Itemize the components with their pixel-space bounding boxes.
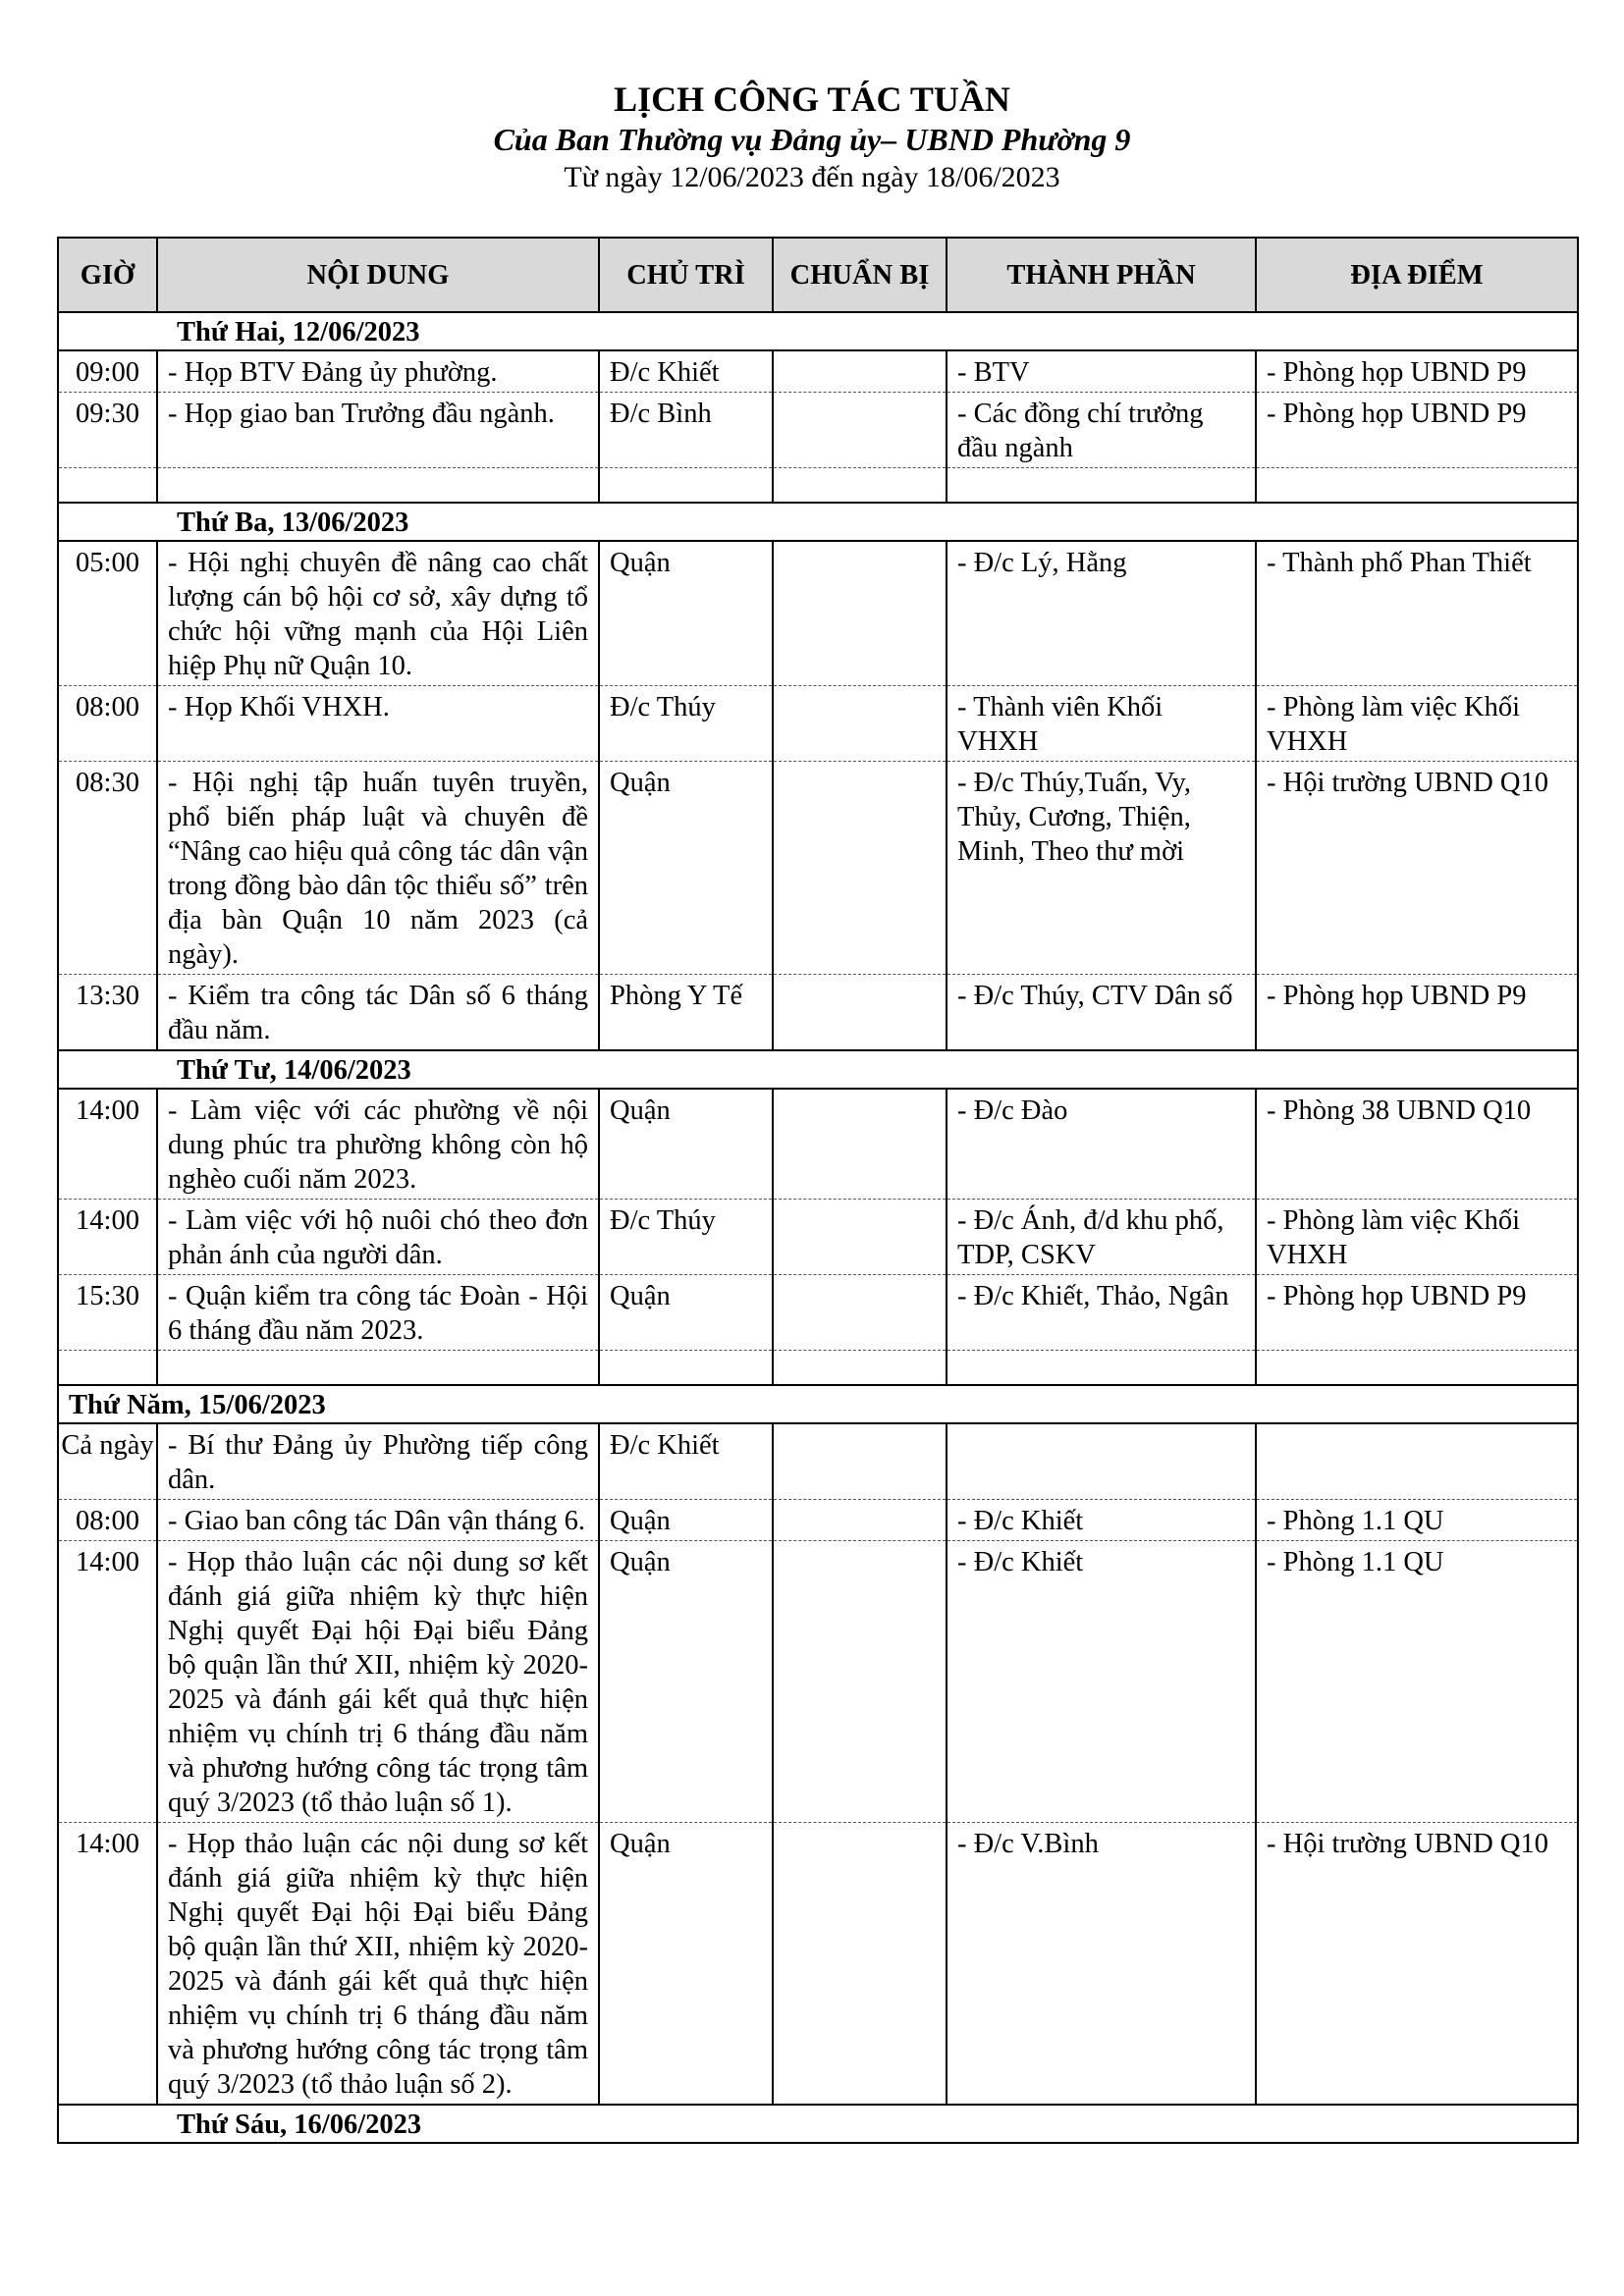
cell-prep bbox=[773, 1541, 947, 1823]
cell-chair: Quận bbox=[599, 1500, 773, 1541]
cell-members: - Đ/c Lý, Hằng bbox=[947, 541, 1256, 686]
cell-chair: Quận bbox=[599, 1823, 773, 2106]
day-header-row bbox=[58, 2105, 1578, 2143]
col-header-content: NỘI DUNG bbox=[157, 238, 599, 312]
day-header: Thứ Ba, 13/06/2023 bbox=[58, 503, 1578, 541]
cell-place bbox=[1256, 1351, 1578, 1386]
cell-content: - Giao ban công tác Dân vận tháng 6. bbox=[157, 1500, 599, 1541]
cell-content: - Làm việc với các phường về nội dung phúc tra phường không còn hộ nghèo cuối năm 2023. bbox=[157, 1089, 599, 1200]
cell-prep bbox=[773, 350, 947, 393]
cell-prep bbox=[773, 541, 947, 686]
cell-prep bbox=[773, 1089, 947, 1200]
cell-members: - Đ/c Khiết, Thảo, Ngân bbox=[947, 1275, 1256, 1351]
cell-members bbox=[947, 468, 1256, 504]
cell-prep bbox=[773, 1423, 947, 1500]
cell-prep bbox=[773, 1200, 947, 1275]
schedule-body bbox=[58, 312, 1578, 2143]
cell-place: - Thành phố Phan Thiết bbox=[1256, 541, 1578, 686]
cell-place: - Phòng 1.1 QU bbox=[1256, 1541, 1578, 1823]
table-row bbox=[58, 1200, 1578, 1275]
cell-members: - BTV bbox=[947, 350, 1256, 393]
table-row bbox=[58, 468, 1578, 504]
cell-chair: Quận bbox=[599, 1275, 773, 1351]
cell-prep bbox=[773, 393, 947, 468]
cell-content bbox=[157, 1351, 599, 1386]
cell-content: - Kiểm tra công tác Dân số 6 tháng đầu năm. bbox=[157, 975, 599, 1051]
cell-time: 08:00 bbox=[58, 1500, 157, 1541]
table-row bbox=[58, 762, 1578, 975]
cell-prep bbox=[773, 1500, 947, 1541]
cell-members: - Đ/c Khiết bbox=[947, 1541, 1256, 1823]
table-row bbox=[58, 1500, 1578, 1541]
cell-place: - Phòng làm việc Khối VHXH bbox=[1256, 1200, 1578, 1275]
cell-members: - Các đồng chí trưởng đầu ngành bbox=[947, 393, 1256, 468]
table-row bbox=[58, 350, 1578, 393]
cell-time: 14:00 bbox=[58, 1823, 157, 2106]
cell-place: - Hội trường UBND Q10 bbox=[1256, 762, 1578, 975]
cell-content: - Họp BTV Đảng ủy phường. bbox=[157, 350, 599, 393]
cell-time: 05:00 bbox=[58, 541, 157, 686]
cell-prep bbox=[773, 686, 947, 762]
cell-prep bbox=[773, 468, 947, 504]
cell-content: - Bí thư Đảng ủy Phường tiếp công dân. bbox=[157, 1423, 599, 1500]
cell-chair: Đ/c Khiết bbox=[599, 350, 773, 393]
table-row bbox=[58, 1275, 1578, 1351]
col-header-prep: CHUẨN BỊ bbox=[773, 238, 947, 312]
schedule-table bbox=[57, 237, 1579, 2144]
cell-chair: Đ/c Thúy bbox=[599, 1200, 773, 1275]
table-row bbox=[58, 1823, 1578, 2106]
col-header-place: ĐỊA ĐIỂM bbox=[1256, 238, 1578, 312]
cell-time: 14:00 bbox=[58, 1200, 157, 1275]
day-header-row bbox=[58, 312, 1578, 350]
cell-content: - Hội nghị tập huấn tuyên truyền, phổ biến pháp luật và chuyên đề “Nâng cao hiệu quả công tác dân vận trong đồng bào dân tộc thiểu số” trên địa bàn Quận 10 năm 2023 (cả ngày). bbox=[157, 762, 599, 975]
cell-content: - Làm việc với hộ nuôi chó theo đơn phản ánh của người dân. bbox=[157, 1200, 599, 1275]
cell-time: Cả ngày bbox=[58, 1423, 157, 1500]
table-row bbox=[58, 1351, 1578, 1386]
cell-content: - Họp Khối VHXH. bbox=[157, 686, 599, 762]
cell-members bbox=[947, 1423, 1256, 1500]
cell-place: - Phòng 38 UBND Q10 bbox=[1256, 1089, 1578, 1200]
cell-place: - Phòng họp UBND P9 bbox=[1256, 1275, 1578, 1351]
cell-chair: Quận bbox=[599, 762, 773, 975]
cell-members: - Đ/c V.Bình bbox=[947, 1823, 1256, 2106]
cell-prep bbox=[773, 975, 947, 1051]
cell-time: 15:30 bbox=[58, 1275, 157, 1351]
cell-time bbox=[58, 1351, 157, 1386]
cell-place: - Phòng họp UBND P9 bbox=[1256, 393, 1578, 468]
table-row bbox=[58, 541, 1578, 686]
cell-time: 14:00 bbox=[58, 1089, 157, 1200]
cell-content bbox=[157, 468, 599, 504]
cell-time: 09:00 bbox=[58, 350, 157, 393]
table-row bbox=[58, 1423, 1578, 1500]
cell-members: - Thành viên Khối VHXH bbox=[947, 686, 1256, 762]
cell-time: 13:30 bbox=[58, 975, 157, 1051]
cell-time: 08:30 bbox=[58, 762, 157, 975]
day-header: Thứ Hai, 12/06/2023 bbox=[58, 312, 1578, 350]
cell-content: - Họp thảo luận các nội dung sơ kết đánh giá giữa nhiệm kỳ thực hiện Nghị quyết Đại hội Đại biểu Đảng bộ quận lần thứ XII, nhiệm kỳ 2020-2025 và đánh gái kết quả thực hiện nhiệm vụ chính trị 6 tháng đầu năm và phương hướng công tác trọng tâm quý 3/2023 (tổ thảo luận số 1). bbox=[157, 1541, 599, 1823]
cell-members: - Đ/c Thúy, CTV Dân số bbox=[947, 975, 1256, 1051]
cell-chair: Phòng Y Tế bbox=[599, 975, 773, 1051]
cell-place: - Phòng họp UBND P9 bbox=[1256, 350, 1578, 393]
cell-chair: Đ/c Bình bbox=[599, 393, 773, 468]
cell-chair: Quận bbox=[599, 1089, 773, 1200]
cell-members: - Đ/c Thúy,Tuấn, Vy, Thủy, Cương, Thiện, Minh, Theo thư mời bbox=[947, 762, 1256, 975]
day-header: Thứ Năm, 15/06/2023 bbox=[58, 1385, 1578, 1423]
cell-place: - Hội trường UBND Q10 bbox=[1256, 1823, 1578, 2106]
cell-prep bbox=[773, 1823, 947, 2106]
cell-chair: Đ/c Khiết bbox=[599, 1423, 773, 1500]
day-header: Thứ Tư, 14/06/2023 bbox=[58, 1050, 1578, 1089]
cell-chair: Quận bbox=[599, 541, 773, 686]
page-title: LỊCH CÔNG TÁC TUẦN bbox=[614, 80, 1010, 119]
cell-chair: Quận bbox=[599, 1541, 773, 1823]
cell-chair bbox=[599, 1351, 773, 1386]
col-header-time: GIỜ bbox=[58, 238, 157, 312]
day-header-row bbox=[58, 1385, 1578, 1423]
col-header-members: THÀNH PHẦN bbox=[947, 238, 1256, 312]
table-row bbox=[58, 686, 1578, 762]
table-row bbox=[58, 1089, 1578, 1200]
cell-place: - Phòng họp UBND P9 bbox=[1256, 975, 1578, 1051]
cell-place: - Phòng 1.1 QU bbox=[1256, 1500, 1578, 1541]
cell-content: - Quận kiểm tra công tác Đoàn - Hội 6 tháng đầu năm 2023. bbox=[157, 1275, 599, 1351]
cell-time: 14:00 bbox=[58, 1541, 157, 1823]
cell-content: - Họp giao ban Trưởng đầu ngành. bbox=[157, 393, 599, 468]
table-row bbox=[58, 393, 1578, 468]
cell-members: - Đ/c Đào bbox=[947, 1089, 1256, 1200]
cell-place: - Phòng làm việc Khối VHXH bbox=[1256, 686, 1578, 762]
day-header-row bbox=[58, 1050, 1578, 1089]
cell-prep bbox=[773, 762, 947, 975]
cell-content: - Họp thảo luận các nội dung sơ kết đánh giá giữa nhiệm kỳ thực hiện Nghị quyết Đại hội Đại biểu Đảng bộ quận lần thứ XII, nhiệm kỳ 2020-2025 và đánh gái kết quả thực hiện nhiệm vụ chính trị 6 tháng đầu năm và phương hướng công tác trọng tâm quý 3/2023 (tổ thảo luận số 2). bbox=[157, 1823, 599, 2106]
cell-members: - Đ/c Khiết bbox=[947, 1500, 1256, 1541]
cell-prep bbox=[773, 1351, 947, 1386]
cell-time bbox=[58, 468, 157, 504]
cell-chair: Đ/c Thúy bbox=[599, 686, 773, 762]
col-header-chair: CHỦ TRÌ bbox=[599, 238, 773, 312]
date-range: Từ ngày 12/06/2023 đến ngày 18/06/2023 bbox=[564, 161, 1060, 193]
day-header: Thứ Sáu, 16/06/2023 bbox=[58, 2105, 1578, 2143]
cell-place bbox=[1256, 1423, 1578, 1500]
cell-place bbox=[1256, 468, 1578, 504]
cell-time: 09:30 bbox=[58, 393, 157, 468]
cell-members: - Đ/c Ánh, đ/d khu phố, TDP, CSKV bbox=[947, 1200, 1256, 1275]
cell-members bbox=[947, 1351, 1256, 1386]
table-row bbox=[58, 975, 1578, 1051]
cell-time: 08:00 bbox=[58, 686, 157, 762]
cell-chair bbox=[599, 468, 773, 504]
table-header-row bbox=[58, 238, 1578, 312]
cell-content: - Hội nghị chuyên đề nâng cao chất lượng cán bộ hội cơ sở, xây dựng tổ chức hội vững mạnh của Hội Liên hiệp Phụ nữ Quận 10. bbox=[157, 541, 599, 686]
cell-prep bbox=[773, 1275, 947, 1351]
page-subtitle: Của Ban Thường vụ Đảng ủy– UBND Phường 9 bbox=[493, 122, 1131, 157]
day-header-row bbox=[58, 503, 1578, 541]
table-row bbox=[58, 1541, 1578, 1823]
